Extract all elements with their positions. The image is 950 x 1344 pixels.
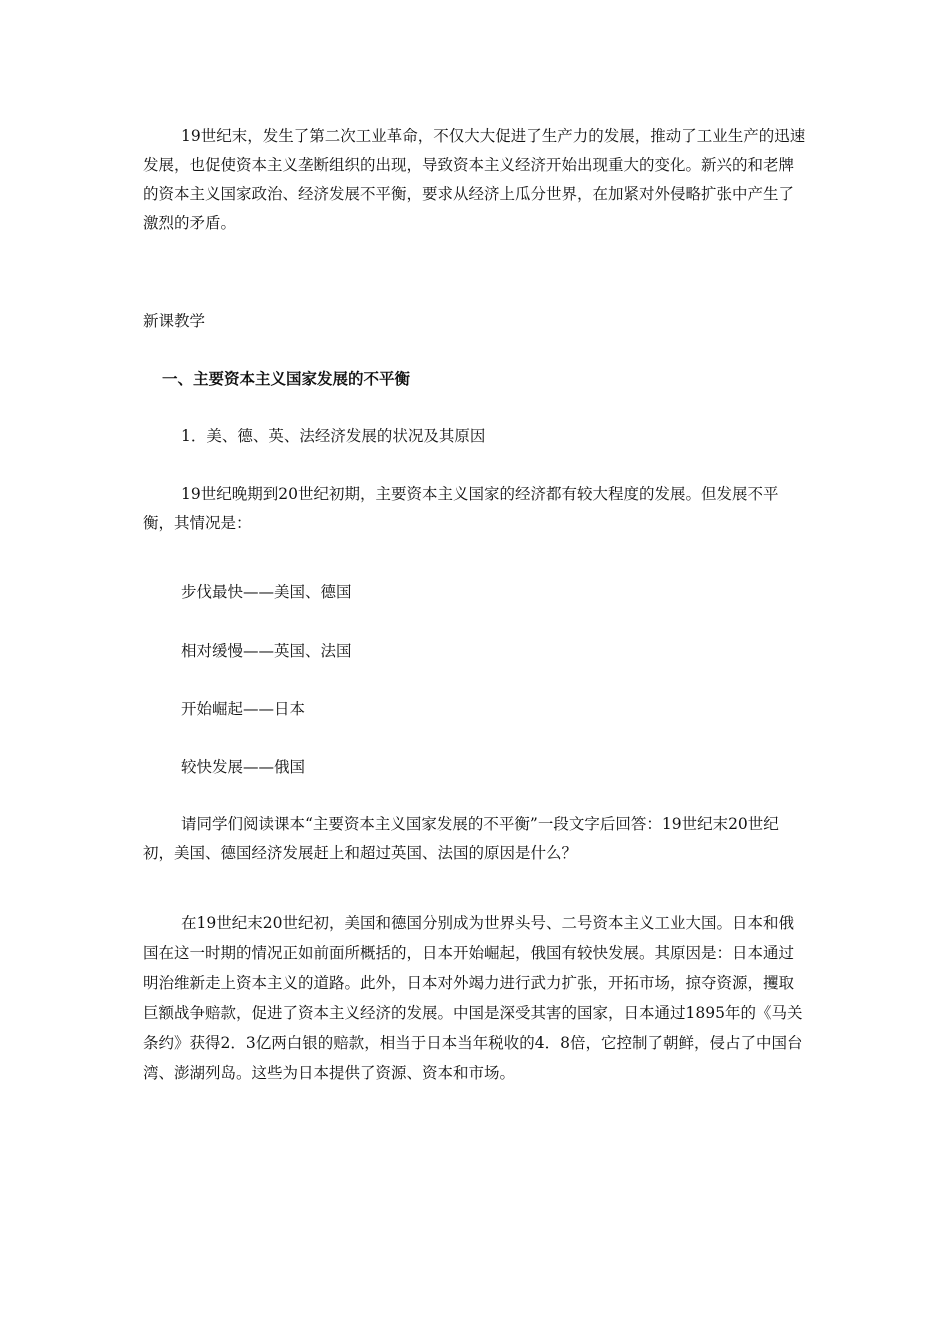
section-label: 新课教学 [143, 312, 206, 330]
list-item: 步伐最快——美国、德国 [181, 583, 352, 601]
subsection-heading: 1．美、德、英、法经济发展的状况及其原因 [181, 427, 486, 445]
list-item: 较快发展——俄国 [181, 758, 306, 776]
section-heading: 一、主要资本主义国家发展的不平衡 [162, 369, 411, 388]
answer-paragraph: 在19世纪末20世纪初，美国和德国分别成为世界头号、二号资本主义工业大国。日本和俄国在这一时期的情况正如前面所概括的，日本开始崛起，俄国有较快发展。其原因是：日本通过明治维新走上资本主义的道路。此外，日本对外竭力进行武力扩张，开拓市场，掠夺资源，攫取巨额战争赔款，促进了资本主义经济的发展。中国是深受其害的国家，日本通过1895年的《马关条约》获得2．3亿两白银的赔款，相当于日本当年税收的4．8倍，它控制了朝鲜，侵占了中国台湾、澎湖列岛。这些为日本提供了资源、资本和市场。 [143, 914, 803, 1082]
intro-paragraph: 19世纪末，发生了第二次工业革命，不仅大大促进了生产力的发展，推动了工业生产的迅速发展，也促使资本主义垄断组织的出现，导致资本主义经济开始出现重大的变化。新兴的和老牌的资本主义国家政治、经济发展不平衡，要求从经济上瓜分世界，在加紧对外侵略扩张中产生了激烈的矛盾。 [143, 127, 806, 232]
question-paragraph: 请同学们阅读课本“主要资本主义国家发展的不平衡”一段文字后回答：19世纪末20世纪初，美国、德国经济发展赶上和超过英国、法国的原因是什么？ [143, 815, 779, 862]
list-item: 相对缓慢——英国、法国 [181, 642, 352, 660]
overview-paragraph: 19世纪晚期到20世纪初期，主要资本主义国家的经济都有较大程度的发展。但发展不平衡，其情况是： [143, 485, 779, 532]
list-item: 开始崛起——日本 [181, 700, 306, 718]
